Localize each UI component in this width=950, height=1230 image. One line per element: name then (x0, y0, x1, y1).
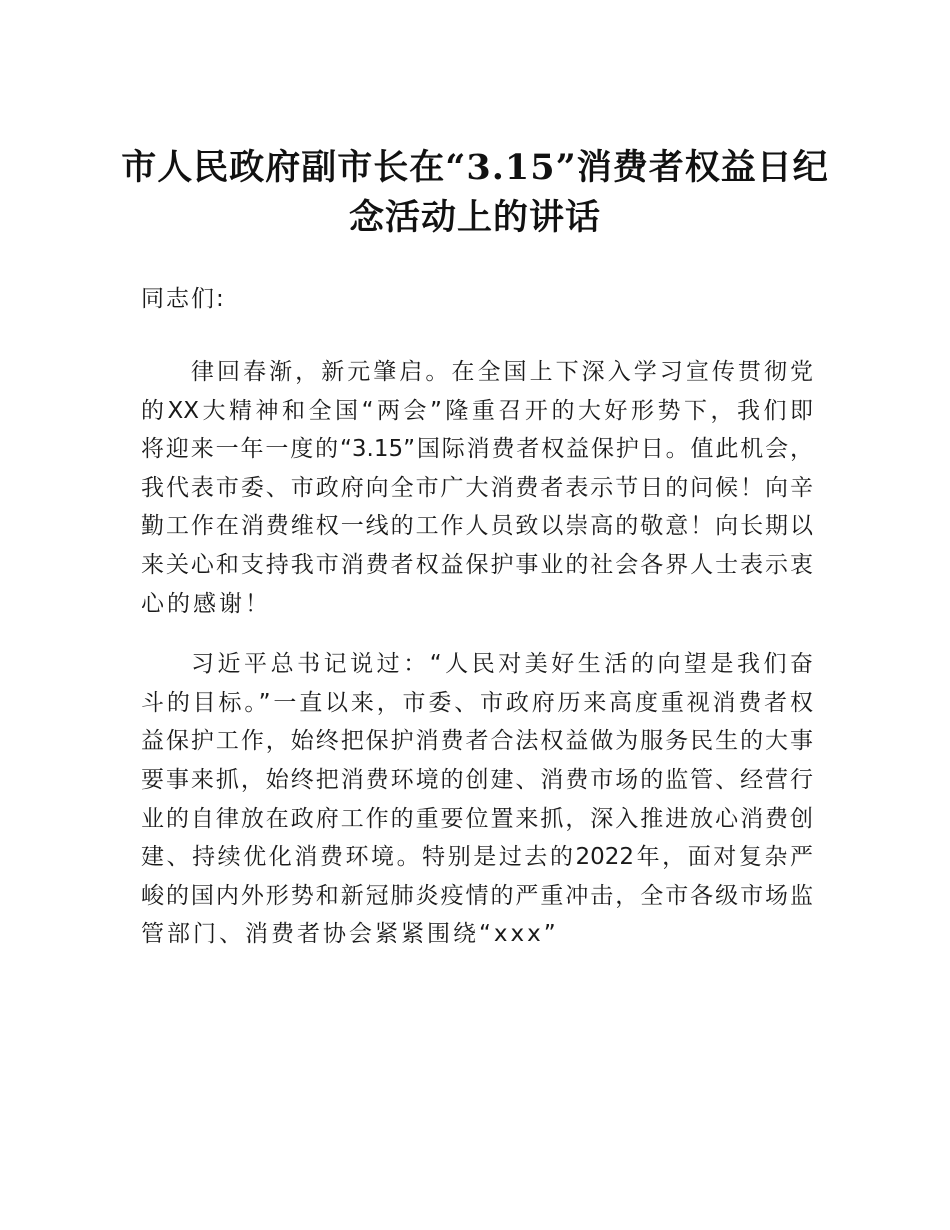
paragraph-line: 益保护工作，始终把保护消费者合法权益做为服务民生的大事 (141, 728, 813, 755)
paragraph-line: 来关心和支持我市消费者权益保护事业的社会各界人士表示衷 (141, 551, 813, 578)
paragraph-line: 勤工作在消费维权一线的工作人员致以崇高的敬意！向长期以 (141, 513, 813, 540)
paragraph-line: 的XX大精神和全国“两会”隆重召开的大好形势下，我们即 (141, 397, 813, 424)
paragraph-line: 心的感谢！ (141, 590, 271, 617)
paragraph-line: 律回春渐，新元肇启。在全国上下深入学习宣传贯彻党 (191, 359, 813, 385)
paragraph-line: 建、持续优化消费环境。特别是过去的2022年，面对复杂严 (141, 844, 813, 871)
paragraph-2 (141, 645, 813, 954)
paragraph-line: 我代表市委、市政府向全市广大消费者表示节日的问候！向辛 (141, 474, 813, 501)
paragraph-line: 要事来抓，始终把消费环境的创建、消费市场的监管、经营行 (141, 766, 813, 793)
document-title (120, 143, 830, 243)
title-line-2: 念活动上的讲话 (348, 197, 601, 238)
paragraph-line: 习近平总书记说过：“人民对美好生活的向望是我们奋 (191, 651, 813, 678)
salutation: 同志们: (141, 286, 226, 312)
paragraph-line: 峻的国内外形势和新冠肺炎疫情的严重冲击，全市各级市场监 (141, 882, 813, 909)
paragraph-line: 斗的目标。”一直以来，市委、市政府历来高度重视消费者权 (141, 689, 813, 716)
paragraph-line: 管部门、消费者协会紧紧围绕“xxx” (141, 921, 559, 948)
paragraph-line: 将迎来一年一度的“3.15”国际消费者权益保护日。值此机会， (141, 436, 813, 463)
title-line-1: 市人民政府副市长在“3.15”消费者权益日纪 (121, 147, 829, 188)
paragraph-1 (141, 353, 813, 623)
document-body (141, 278, 813, 976)
paragraph-line: 业的自律放在政府工作的重要位置来抓，深入推进放心消费创 (141, 805, 813, 832)
